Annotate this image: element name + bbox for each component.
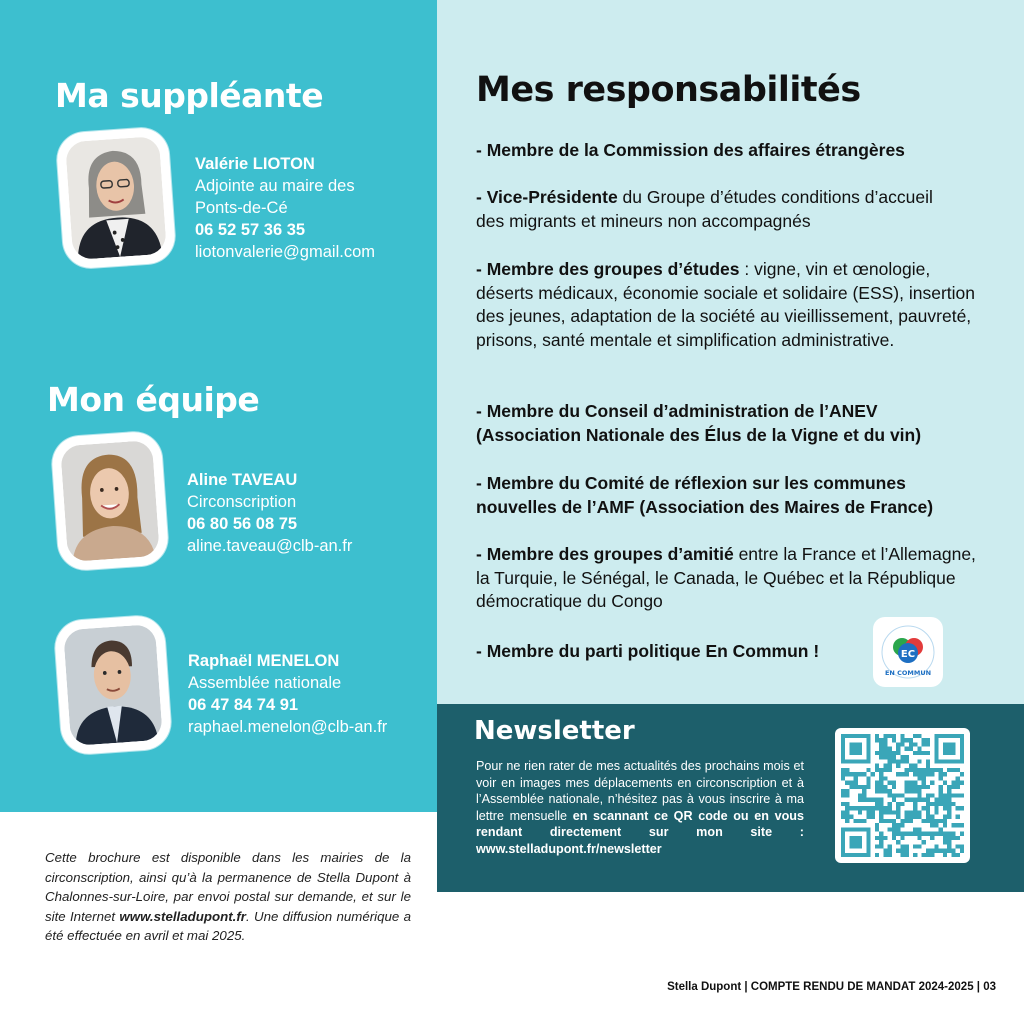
resp-item	[476, 400, 961, 447]
portrait-man-suit	[63, 624, 163, 746]
qr-code-icon	[841, 734, 964, 857]
newsletter-text-bold[interactable]: en scannant ce QR code ou en vous rendant directement sur mon site : www.stelladupont.fr/newsletter	[476, 808, 805, 856]
suppleante-phone[interactable]: 06 52 57 36 35	[195, 221, 306, 239]
newsletter-title: Newsletter	[474, 716, 635, 746]
member-email[interactable]: aline.taveau@clb-an.fr	[187, 537, 353, 555]
suppleante-name: Valérie LIOTON	[195, 155, 315, 173]
equipe-title: Mon équipe	[47, 380, 260, 419]
suppleante-photo	[55, 126, 176, 269]
page-footer: Stella Dupont | COMPTE RENDU DE MANDAT 2024-2025 | 03	[667, 981, 996, 993]
brochure-text-after: . Une diffusion numérique a été effectuée en avril et mai 2025.	[45, 908, 411, 943]
newsletter-text-plain: Pour ne rien rater de mes actualités des prochains mois et voir en images mes déplacements en circonscription et à l’Assemblée nationale, n’hésitez pas à vous inscrire à ma lettre mensuelle	[476, 759, 804, 823]
member-photo-aline	[50, 430, 169, 571]
newsletter-qr-code[interactable]	[835, 728, 970, 863]
resp-item-bold: - Membre du Conseil d’administration de l’ANEV (Association Nationale des Élus de la Vigne et du vin)	[476, 401, 922, 445]
logo-initials: EC	[900, 649, 916, 660]
member-info-raphael	[188, 650, 387, 738]
resp-item	[476, 186, 936, 233]
resp-item-text: du Groupe d’études conditions d’accueil des migrants et mineurs non accompagnés	[476, 187, 933, 231]
portrait-woman-blonde	[60, 440, 160, 562]
resp-item-bold: - Membre du parti politique En Commun !	[476, 641, 820, 661]
resp-item	[476, 472, 966, 519]
resp-item-bold: - Membre du Comité de réflexion sur les communes nouvelles de l’AMF (Association des Maires de France)	[476, 473, 934, 517]
resp-item-bold: - Vice-Présidente	[476, 187, 618, 207]
logo-text: EN COMMUN	[884, 669, 932, 677]
brochure-note	[45, 848, 411, 946]
resp-item-bold: - Membre des groupes d’amitié	[476, 544, 734, 564]
member-info-aline	[187, 469, 352, 557]
newsletter-text	[476, 758, 804, 858]
member-role: Assemblée nationale	[188, 674, 342, 692]
portrait-woman-glasses	[65, 136, 167, 260]
suppleante-role-line1: Adjointe au maire des	[195, 177, 355, 195]
suppleante-role-line2: Ponts-de-Cé	[195, 199, 288, 217]
suppleante-info	[195, 153, 375, 263]
responsabilites-title: Mes responsabilités	[476, 70, 861, 110]
resp-item	[476, 139, 996, 163]
suppleante-email[interactable]: liotonvalerie@gmail.com	[195, 243, 375, 261]
member-role: Circonscription	[187, 493, 297, 511]
member-email[interactable]: raphael.menelon@clb-an.fr	[188, 718, 388, 736]
member-name: Aline TAVEAU	[187, 471, 298, 489]
member-name: Raphaël MENELON	[188, 652, 340, 670]
resp-item	[476, 543, 976, 614]
resp-item-bold: - Membre des groupes d’études	[476, 259, 740, 279]
en-commun-logo	[873, 617, 943, 687]
resp-item-text: entre la France et l’Allemagne, la Turquie, le Sénégal, le Canada, le Québec et la République démocratique du Congo	[476, 544, 976, 611]
member-photo-raphael	[53, 614, 172, 755]
brochure-text-before: Cette brochure est disponible dans les mairies de la circonscription, ainsi qu’à la permanence de Stella Dupont à Chalonnes-sur-Loire, par envoi postal sur demande, et sur le site Internet	[45, 850, 411, 924]
member-phone[interactable]: 06 47 84 74 91	[188, 696, 299, 714]
suppleante-title: Ma suppléante	[55, 76, 324, 115]
brochure-link[interactable]: www.stelladupont.fr	[119, 908, 246, 924]
resp-item	[476, 258, 976, 352]
resp-item-bold: - Membre de la Commission des affaires étrangères	[476, 140, 905, 160]
member-phone[interactable]: 06 80 56 08 75	[187, 515, 298, 533]
resp-item-text: : vigne, vin et œnologie, déserts médicaux, économie sociale et solidaire (ESS), insertion des jeunes, adaptation de la société au vieillissement, pauvreté, prisons, santé mentale et simplification administrative.	[476, 259, 975, 350]
